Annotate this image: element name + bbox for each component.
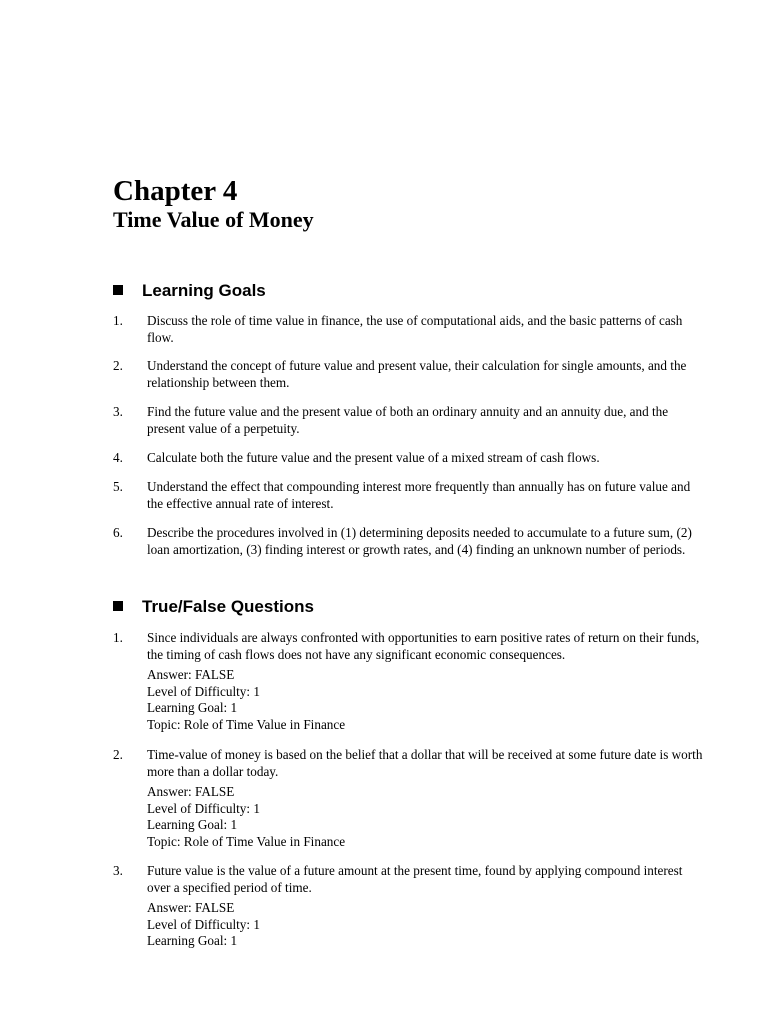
question-item — [113, 747, 703, 850]
item-text: Find the future value and the present value of both an ordinary annuity and an annuity due, and the present value of a perpetuity. — [147, 404, 669, 436]
item-number: 6. — [113, 525, 123, 540]
learning-goal-item — [113, 404, 703, 437]
item-number: 5. — [113, 479, 123, 494]
learning-goal-item — [113, 358, 703, 391]
learning-goal-item — [113, 450, 703, 467]
learning-goal-item — [113, 313, 703, 346]
item-text: Understand the effect that compounding interest more frequently than annually has on future value and the effective annual rate of interest. — [147, 479, 691, 511]
question-meta — [147, 667, 703, 733]
true-false-heading — [113, 597, 314, 617]
item-text: Calculate both the future value and the present value of a mixed stream of cash flows. — [147, 450, 600, 465]
topic-text: Topic: Role of Time Value in Finance — [147, 716, 346, 732]
difficulty-text: Level of Difficulty: 1 — [147, 800, 260, 816]
question-text: Since individuals are always confronted with opportunities to earn positive rates of return on their funds, the timing of cash flows does not have any significant economic consequences. — [147, 630, 700, 662]
item-number: 2. — [113, 358, 123, 373]
chapter-title: Chapter 4 — [113, 175, 238, 207]
square-bullet-icon — [113, 285, 123, 295]
item-number: 1. — [113, 313, 123, 328]
answer-text: Answer: FALSE — [147, 900, 235, 915]
chapter-subtitle: Time Value of Money — [113, 207, 314, 232]
learning-goal-text: Learning Goal: 1 — [147, 933, 238, 948]
answer-text: Answer: FALSE — [147, 784, 235, 799]
question-text: Future value is the value of a future amount at the present time, found by applying compound interest over a specified period of time. — [147, 863, 683, 895]
item-number: 3. — [113, 404, 123, 419]
item-text: Discuss the role of time value in finance, the use of computational aids, and the basic patterns of cash flow. — [147, 313, 683, 345]
learning-goal-text: Learning Goal: 1 — [147, 817, 238, 832]
learning-goals-heading-label: Learning Goals — [142, 281, 266, 300]
square-bullet-icon — [113, 601, 123, 611]
true-false-heading-label: True/False Questions — [142, 597, 314, 616]
question-item — [113, 863, 703, 950]
question-meta — [147, 784, 703, 850]
difficulty-text: Level of Difficulty: 1 — [147, 683, 260, 699]
item-number: 4. — [113, 450, 123, 465]
difficulty-text: Level of Difficulty: 1 — [147, 916, 260, 932]
question-number: 1. — [113, 630, 123, 645]
question-item — [113, 630, 703, 733]
learning-goals-heading — [113, 281, 266, 301]
learning-goal-item — [113, 525, 703, 558]
item-text: Understand the concept of future value and present value, their calculation for single amounts, and the relationship between them. — [147, 358, 687, 390]
question-number: 3. — [113, 863, 123, 878]
question-meta — [147, 900, 703, 950]
answer-text: Answer: FALSE — [147, 667, 235, 682]
question-number: 2. — [113, 747, 123, 762]
learning-goal-item — [113, 479, 703, 512]
topic-text: Topic: Role of Time Value in Finance — [147, 833, 346, 849]
item-text: Describe the procedures involved in (1) determining deposits needed to accumulate to a future sum, (2) loan amortization, (3) finding interest or growth rates, and (4) finding an unknown number of periods. — [147, 525, 692, 557]
learning-goal-text: Learning Goal: 1 — [147, 700, 238, 715]
question-text: Time-value of money is based on the belief that a dollar that will be received at some future date is worth more than a dollar today. — [147, 747, 703, 779]
